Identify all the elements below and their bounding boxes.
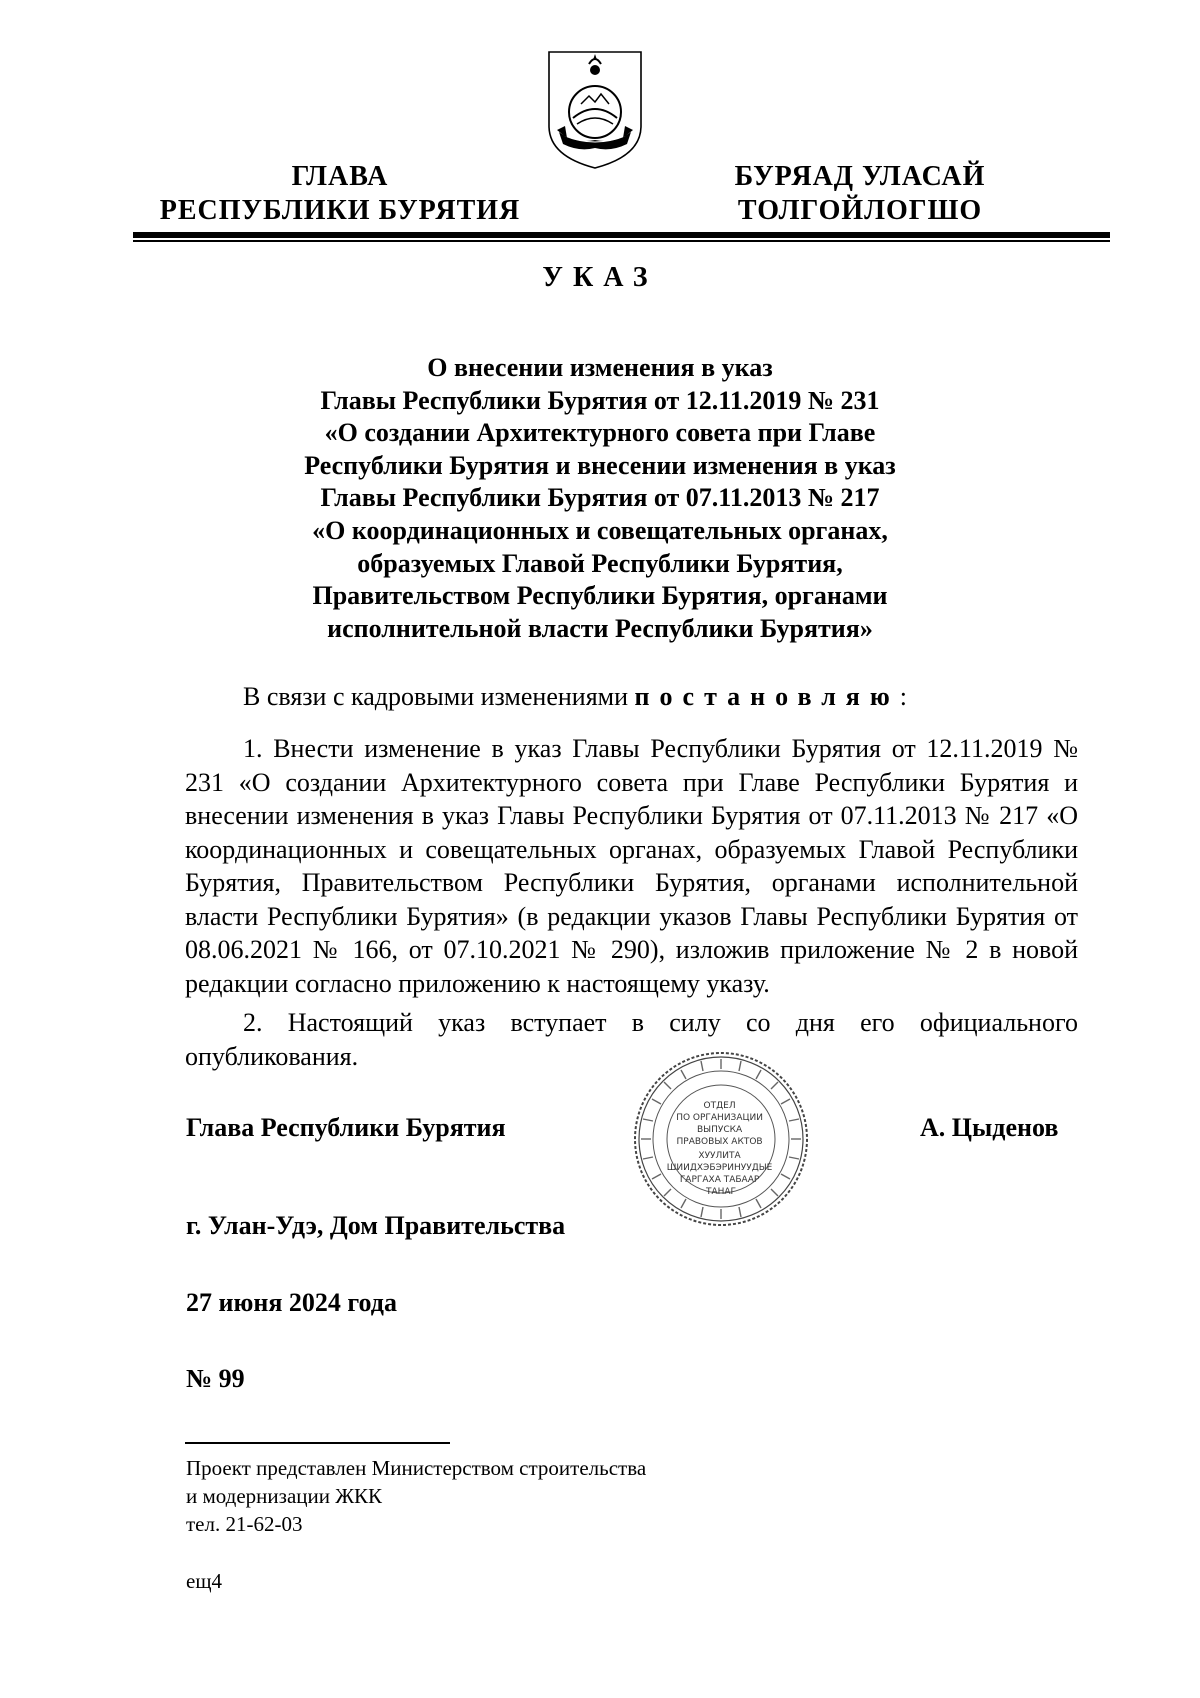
signatory-name: А. Цыденов — [920, 1113, 1059, 1142]
stamp-line: ТАНАГ — [705, 1187, 737, 1197]
signing-place: г. Улан-Удэ, Дом Правительства — [186, 1211, 566, 1240]
paragraph-2-text: 2. Настоящий указ вступает в силу со дня его официального опубликования. — [185, 1008, 1078, 1071]
footnote — [186, 1454, 646, 1538]
preamble-text: В связи с кадровыми изменениями — [243, 682, 635, 711]
svg-text:ОТДЕЛ ПО ОРГАНИЗАЦИИ — [667, 1101, 775, 1197]
title-line: Правительством Республики Бурятия, органами — [312, 581, 888, 611]
header-left — [150, 160, 530, 228]
document-code: ещ4 — [186, 1569, 222, 1593]
header-rule — [133, 232, 1110, 238]
official-stamp — [632, 1050, 810, 1228]
signing-date: 27 июня 2024 года — [186, 1288, 397, 1317]
title-line: исполнительной власти Республики Бурятия» — [327, 613, 873, 643]
document-type: УКАЗ — [542, 262, 658, 293]
title-line: Главы Республики Бурятия от 07.11.2013 № 217 — [320, 483, 880, 513]
preamble — [243, 680, 1093, 714]
paragraph-1 — [185, 732, 1078, 1000]
title-line: Главы Республики Бурятия от 12.11.2019 № 231 — [320, 385, 880, 415]
stamp-line: ОТДЕЛ — [703, 1101, 736, 1111]
decree-word: постановляю — [634, 682, 900, 711]
stamp-line: ГАРГАХА ТАБААР — [679, 1175, 760, 1185]
title-line: О внесении изменения в указ — [427, 353, 773, 382]
title-line: образуемых Главой Республики Бурятия, — [357, 548, 843, 578]
paragraph-1-text: 1. Внести изменение в указ Главы Республики Бурятия от 12.11.2019 № 231 «О создании Архитектурного совета при Главе Республики Бурятия и внесении изменения в указ Главы Республики Бурятия от 07.11.2013 № 217 «О координационных и совещательных органах, образуемых Главой Республики Бурятия, Правительством Республики Бурятия, органами исполнительной власти Республики Бурятия» (в редакции указов Главы Республики Бурятия от 08.06.2021 № 166, от 07.10.2021 № 290), изложив приложение № 2 в новой редакции согласно приложению к настоящему указу. — [185, 734, 1078, 998]
header-left-line2: РЕСПУБЛИКИ БУРЯТИЯ — [159, 195, 521, 226]
footnote-line: Проект представлен Министерством строительства — [186, 1456, 647, 1480]
decree-number: № 99 — [186, 1364, 245, 1393]
footnote-phone: тел. 21-62-03 — [186, 1512, 303, 1536]
coat-of-arms-emblem — [545, 48, 645, 172]
title-line: Республики Бурятия и внесении изменения в указ — [304, 450, 896, 480]
document-title — [250, 352, 950, 645]
stamp-line: ПО ОРГАНИЗАЦИИ — [676, 1113, 763, 1123]
signatory-position: Глава Республики Бурятия — [186, 1113, 506, 1142]
title-line: «О создании Архитектурного совета при Главе — [324, 418, 876, 448]
stamp-line: ВЫПУСКА — [696, 1125, 743, 1135]
header-left-line1: ГЛАВА — [291, 161, 389, 192]
stamp-line: ХУУЛИТА — [698, 1151, 741, 1161]
footnote-line: и модернизации ЖКК — [186, 1484, 383, 1508]
title-line: «О координационных и совещательных органах, — [312, 515, 888, 545]
footnote-rule — [185, 1442, 450, 1444]
header-right-line2: ТОЛГОЙЛОГШО — [737, 195, 983, 226]
header-right — [700, 160, 1020, 228]
stamp-line: ПРАВОВЫХ АКТОВ — [676, 1137, 763, 1147]
preamble-colon: : — [899, 682, 907, 711]
header-rule-thin — [133, 240, 1110, 242]
stamp-line: ШИИДХЭБЭРИНУУДЫЕ — [666, 1163, 773, 1173]
header-right-line1: БУРЯАД УЛАСАЙ — [734, 161, 986, 192]
